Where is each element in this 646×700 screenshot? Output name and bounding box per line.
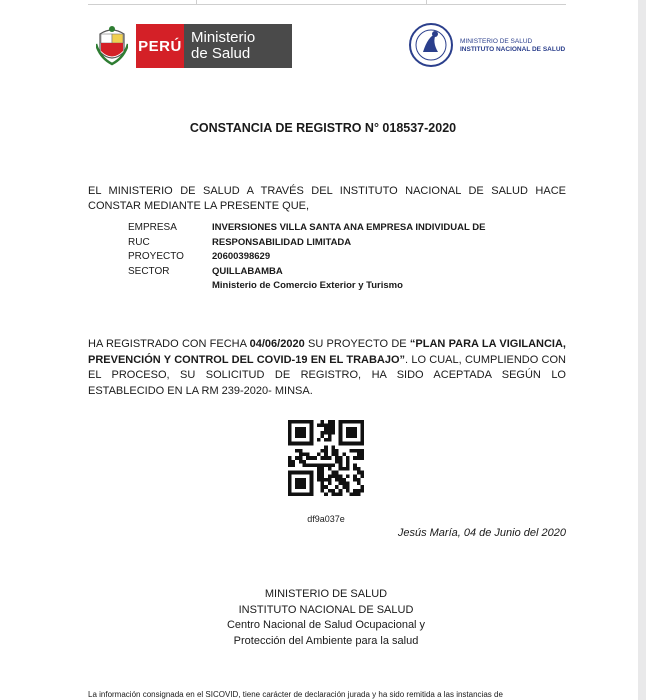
value-proyecto: QUILLABAMBA (212, 265, 283, 277)
para-text-1: HA REGISTRADO CON FECHA (88, 338, 250, 350)
signature-line3: Centro Nacional de Salud Ocupacional y (226, 619, 426, 631)
signature-line2: INSTITUTO NACIONAL DE SALUD (238, 603, 414, 616)
signature-line1: MINISTERIO DE SALUD (264, 588, 388, 600)
ins-line2: INSTITUTO NACIONAL DE SALUD (460, 46, 566, 53)
para-plan-name: “PLAN PARA LA VIGILANCIA, PREVENCIÓN Y CONTROL DEL COVID-19 EN EL TRABAJO” (88, 338, 566, 366)
ins-line1: MINISTERIO DE SALUD (460, 38, 533, 45)
ministerio-brand-box (184, 24, 292, 68)
peru-label: PERÚ (138, 37, 182, 55)
verification-hash: df9a037e (307, 514, 345, 524)
para-date: 04/06/2020 (249, 338, 305, 350)
intro-paragraph: EL MINISTERIO DE SALUD A TRAVÉS DEL INSTITUTO NACIONAL DE SALUD HACE CONSTAR MEDIANTE LA PRESENTE QUE, (88, 185, 566, 212)
registration-paragraph (88, 337, 566, 399)
label-proyecto: PROYECTO (128, 251, 184, 262)
para-text-3: . LO CUAL, CUMPLIENDO CON EL PROCESO, SU SOLICITUD DE REGISTRO, HA SIDO ACEPTADA SEGÚN LO ESTABLECIDO EN LA RM 239-2020- MINSA. (88, 353, 566, 397)
label-sector: SECTOR (128, 265, 170, 277)
field-values (212, 221, 532, 294)
signature-block (0, 587, 646, 649)
peru-coat-of-arms-icon (96, 24, 128, 66)
label-empresa: EMPRESA (128, 222, 177, 233)
label-ruc: RUC (128, 236, 150, 248)
peru-brand-box (136, 24, 184, 68)
ins-logo-icon (408, 22, 454, 68)
footer-note: La información consignada en el SICOVID, tiene carácter de declaración jurada y ha sido remitida a las instancias de (88, 690, 503, 699)
value-empresa-line1: INVERSIONES VILLA SANTA ANA EMPRESA INDIVIDUAL DE (212, 222, 486, 233)
field-labels (128, 221, 184, 279)
value-empresa-line2: RESPONSABILIDAD LIMITADA (212, 236, 352, 248)
ministerio-line2: de Salud (191, 45, 251, 62)
qr-code (288, 420, 364, 496)
para-text-2: SU PROYECTO DE (304, 338, 410, 350)
top-table-border (88, 0, 566, 5)
document-title: CONSTANCIA DE REGISTRO N° 018537-2020 (189, 121, 457, 135)
value-sector: Ministerio de Comercio Exterior y Turismo (212, 280, 403, 291)
signature-line4: Protección del Ambiente para la salud (233, 634, 419, 647)
place-date: Jesús María, 04 de Junio del 2020 (397, 527, 566, 539)
ministerio-line1: Ministerio (191, 29, 256, 46)
value-ruc: 20600398629 (212, 251, 271, 262)
scrollbar[interactable] (638, 0, 646, 700)
ins-name (460, 38, 565, 54)
